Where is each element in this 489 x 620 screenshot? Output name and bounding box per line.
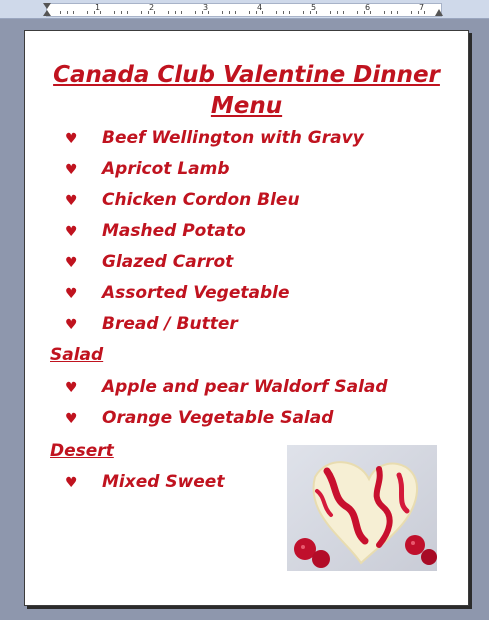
ruler-tick bbox=[181, 11, 182, 14]
right-indent-marker[interactable] bbox=[435, 9, 443, 16]
ruler-tick bbox=[343, 11, 344, 14]
ruler-tick bbox=[73, 11, 74, 14]
ruler-tick bbox=[397, 11, 398, 14]
heart-bullet-icon: ♥ bbox=[65, 193, 78, 209]
list-item bbox=[65, 407, 333, 430]
ruler-tick bbox=[127, 11, 128, 14]
list-item-label: Apple and pear Waldorf Salad bbox=[102, 377, 388, 397]
ruler-tick bbox=[384, 11, 385, 14]
ruler-tick bbox=[370, 11, 371, 14]
heart-bullet-icon: ♥ bbox=[65, 475, 78, 491]
hanging-indent-marker[interactable] bbox=[43, 10, 51, 16]
ruler-number: 2 bbox=[149, 3, 155, 12]
ruler-tick bbox=[330, 11, 331, 14]
heart-bullet-icon: ♥ bbox=[65, 224, 78, 240]
heart-bullet-icon: ♥ bbox=[65, 317, 78, 333]
ruler-tick bbox=[303, 11, 304, 14]
ruler-tick bbox=[418, 11, 419, 14]
list-item-label: Mixed Sweet bbox=[102, 472, 225, 492]
list-item bbox=[65, 127, 364, 150]
list-item bbox=[65, 158, 230, 181]
ruler-tick bbox=[229, 11, 230, 14]
ruler-tick bbox=[175, 11, 176, 14]
ruler-tick bbox=[235, 11, 236, 14]
list-item-label: Assorted Vegetable bbox=[102, 283, 290, 303]
ruler-tick bbox=[141, 11, 142, 14]
list-item-label: Mashed Potato bbox=[102, 221, 246, 241]
ruler-tick bbox=[310, 11, 311, 14]
ruler-tick bbox=[411, 11, 412, 14]
ruler-tick bbox=[87, 11, 88, 14]
ruler-tick bbox=[364, 11, 365, 14]
ruler-number: 4 bbox=[257, 3, 263, 12]
ruler-number: 5 bbox=[311, 3, 317, 12]
section-heading-salad: Salad bbox=[50, 345, 104, 365]
ruler-number: 3 bbox=[203, 3, 209, 12]
ruler-tick bbox=[276, 11, 277, 14]
list-item bbox=[65, 251, 233, 274]
ruler-number: 6 bbox=[365, 3, 371, 12]
ruler-tick bbox=[195, 11, 196, 14]
ruler-tick bbox=[262, 11, 263, 14]
list-item bbox=[65, 282, 289, 305]
heart-bullet-icon: ♥ bbox=[65, 411, 78, 427]
list-item-label: Bread / Butter bbox=[102, 314, 238, 334]
list-item bbox=[65, 376, 388, 399]
list-item bbox=[65, 189, 300, 212]
horizontal-ruler[interactable] bbox=[0, 0, 489, 19]
heart-dessert-icon bbox=[287, 445, 437, 571]
list-item-label: Glazed Carrot bbox=[102, 252, 234, 272]
list-item-label: Apricot Lamb bbox=[102, 159, 230, 179]
list-item-label: Chicken Cordon Bleu bbox=[102, 190, 300, 210]
ruler-tick bbox=[283, 11, 284, 14]
ruler-tick bbox=[249, 11, 250, 14]
ruler-number: 7 bbox=[419, 3, 425, 12]
list-item bbox=[65, 471, 224, 494]
ruler-tick bbox=[94, 11, 95, 14]
heart-bullet-icon: ♥ bbox=[65, 286, 78, 302]
ruler-number: 1 bbox=[95, 3, 101, 12]
heart-bullet-icon: ♥ bbox=[65, 380, 78, 396]
ruler-scale bbox=[46, 3, 442, 17]
list-item-label: Beef Wellington with Gravy bbox=[102, 128, 364, 148]
ruler-tick bbox=[256, 11, 257, 14]
document-page[interactable] bbox=[24, 30, 469, 606]
ruler-tick bbox=[391, 11, 392, 14]
list-item bbox=[65, 313, 238, 336]
ruler-tick bbox=[60, 11, 61, 14]
list-item bbox=[65, 220, 246, 243]
ruler-tick bbox=[148, 11, 149, 14]
heart-dessert-photo[interactable] bbox=[287, 445, 437, 571]
ruler-tick bbox=[67, 11, 68, 14]
first-line-indent-marker[interactable] bbox=[43, 3, 51, 9]
page-title: Canada Club Valentine Dinner Menu bbox=[53, 62, 440, 119]
ruler-tick bbox=[337, 11, 338, 14]
section-heading-desert: Desert bbox=[50, 441, 114, 461]
list-item-label: Orange Vegetable Salad bbox=[102, 408, 334, 428]
ruler-tick bbox=[289, 11, 290, 14]
ruler-tick bbox=[121, 11, 122, 14]
ruler-tick bbox=[357, 11, 358, 14]
heart-bullet-icon: ♥ bbox=[65, 255, 78, 271]
heart-bullet-icon: ♥ bbox=[65, 131, 78, 147]
ruler-tick bbox=[316, 11, 317, 14]
ruler-tick bbox=[114, 11, 115, 14]
ruler-tick bbox=[202, 11, 203, 14]
ruler-tick bbox=[424, 11, 425, 14]
ruler-tick bbox=[154, 11, 155, 14]
ruler-tick bbox=[168, 11, 169, 14]
ruler-tick bbox=[100, 11, 101, 14]
heart-bullet-icon: ♥ bbox=[65, 162, 78, 178]
ruler-tick bbox=[222, 11, 223, 14]
ruler-tick bbox=[208, 11, 209, 14]
